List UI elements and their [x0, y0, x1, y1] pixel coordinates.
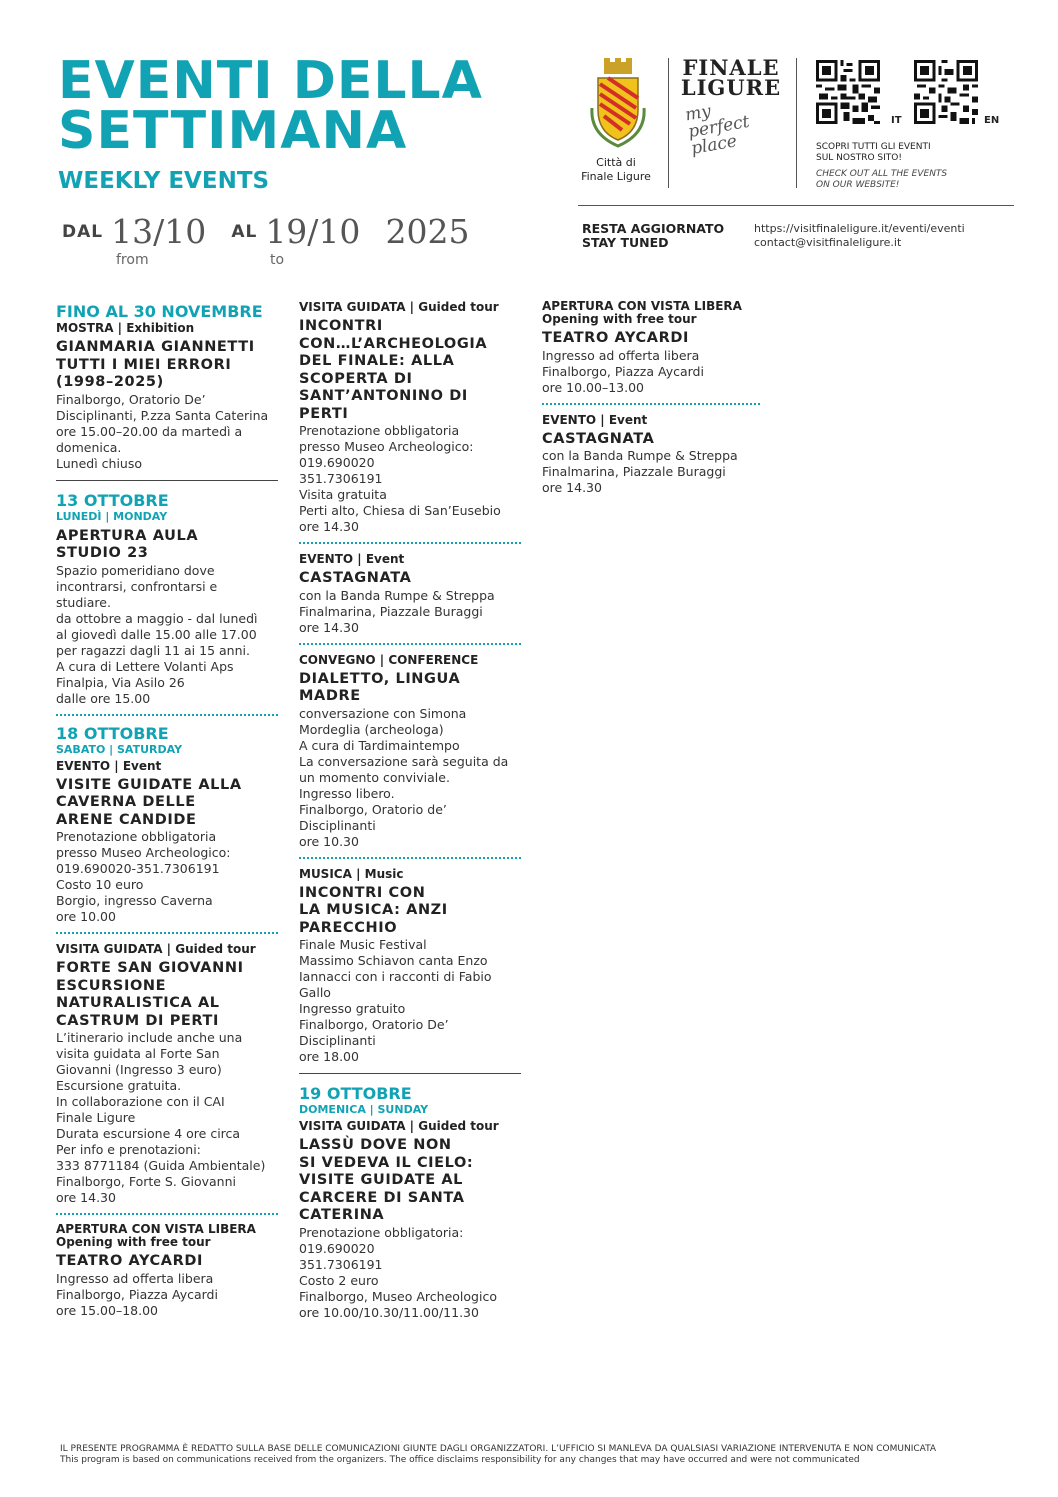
dal-label: DAL [62, 222, 104, 242]
event-category: CONVEGNO | CONFERENCE [299, 652, 479, 667]
brand-line1: FINALE [682, 55, 780, 80]
date-to: 19/10 [265, 212, 361, 251]
event-details: Prenotazione obbligatoria presso Museo Archeologico: 019.690020-351.7306191 Costo 10 euro Borgio, ingresso Caverna ore 10.00 [56, 829, 231, 924]
event-title: CASTAGNATA [299, 570, 412, 586]
event-details: con la Banda Rumpe & Streppa Finalmarina, Piazzale Buraggi ore 14.30 [542, 448, 738, 495]
event-details: Prenotazione obbligatoria presso Museo Archeologico: 019.690020 351.7306191 Visita gratuita Perti alto, Chiesa di San’Eusebio ore 14.30 [299, 423, 501, 534]
event-title: FORTE SAN GIOVANNI ESCURSIONE NATURALISTICA AL CASTRUM DI PERTI [56, 960, 244, 1029]
event-weekday: DOMENICA | SUNDAY [299, 1103, 429, 1116]
page-title: EVENTI DELLA SETTIMANA [58, 51, 483, 161]
event-category: MUSICA | Music [299, 866, 404, 881]
event-category: VISITA GUIDATA | Guided tour [299, 300, 499, 314]
crest-caption: Città di Finale Ligure [581, 156, 651, 183]
event-details: con la Banda Rumpe & Streppa Finalmarina, Piazzale Buraggi ore 14.30 [299, 587, 495, 635]
event-details: Finale Music Festival Massimo Schiavon canta Enzo Iannacci con i racconti di Fabio Gallo Ingresso gratuito Finalborgo, Oratorio De’ Disciplinanti ore 18.00 [299, 937, 492, 1064]
divider [299, 857, 521, 859]
brand-script: my perfect place [683, 101, 751, 159]
divider [796, 58, 797, 188]
event-date: 19 OTTOBRE [299, 1084, 412, 1103]
event-details: Finalborgo, Oratorio De’ Disciplinanti, P.zza Santa Caterina ore 15.00–20.00 da martedì a domenica. Lunedì chiuso [56, 391, 269, 471]
scopri-text: SCOPRI TUTTI GLI EVENTI SUL NOSTRO SITO! [816, 142, 931, 163]
event-title: TEATRO AYCARDI [542, 330, 689, 346]
event-category: EVENTO | Event [542, 412, 648, 427]
divider [56, 480, 278, 481]
event-category: MOSTRA | Exhibition [56, 321, 195, 335]
column-1 [56, 300, 278, 1319]
event-title: INCONTRI CON LA MUSICA: ANZI PARECCHIO [299, 884, 448, 936]
column-3 [542, 300, 772, 496]
event-title: DIALETTO, LINGUA MADRE [299, 670, 461, 704]
checkout-text: CHECK OUT ALL THE EVENTS ON OUR WEBSITE! [816, 169, 948, 190]
divider [299, 643, 521, 645]
qr-code-it[interactable] [816, 60, 880, 124]
event-date: 13 OTTOBRE [56, 490, 169, 510]
event-details: Ingresso ad offerta libera Finalborgo, Piazza Aycardi ore 10.00–13.00 [542, 347, 704, 395]
divider [56, 714, 278, 716]
event-title: APERTURA AULA STUDIO 23 [56, 527, 199, 561]
year: 2025 [385, 212, 470, 251]
event-details: L’itinerario include anche una visita guidata al Forte San Giovanni (Ingresso 3 euro) Escursione gratuita. In collaborazione con il CAI Finale Ligure Durata escursione 4 ore circa Per info e prenotazioni: 333 8771184 (Guida Ambientale) Finalborgo, Forte S. Giovanni ore 14.30 [56, 1030, 266, 1205]
divider [668, 58, 669, 188]
divider [56, 932, 278, 934]
to-label: to [270, 252, 285, 268]
event-date: 18 OTTOBRE [56, 723, 169, 743]
event-details: conversazione con Simona Mordeglia (archeologa) A cura di Tardimaintempo La conversazione sarà seguita da un momento conviviale. Ingresso libero. Finalborgo, Oratorio de’ Disciplinanti ore 10.30 [299, 705, 509, 849]
qr-en-label: EN [984, 115, 1000, 126]
divider [56, 1213, 278, 1215]
event-category: APERTURA CON VISTA LIBERA Opening with free tour [542, 299, 742, 326]
event-category: EVENTO | Event [56, 758, 162, 773]
page-subtitle: WEEKLY EVENTS [58, 168, 270, 194]
event-title: CASTAGNATA [542, 430, 655, 447]
event-details: Ingresso ad offerta libera Finalborgo, Piazza Aycardi ore 15.00–18.00 [56, 1270, 218, 1318]
event-title: TEATRO AYCARDI [56, 1253, 203, 1269]
event-category: VISITA GUIDATA | Guided tour [56, 942, 256, 956]
brand-logo [676, 55, 786, 100]
divider [299, 542, 521, 544]
divider [299, 1073, 521, 1074]
event-weekday: LUNEDÌ | MONDAY [56, 509, 168, 523]
brand-line2: LIGURE [680, 75, 782, 100]
disclaimer [60, 1444, 936, 1466]
coat-of-arms-icon [586, 58, 650, 150]
event-date: FINO AL 30 NOVEMBRE [56, 302, 263, 321]
event-title: GIANMARIA GIANNETTI TUTTI I MIEI ERRORI (1998–2025) [56, 339, 255, 390]
event-category: EVENTO | Event [299, 552, 405, 566]
al-label: AL [231, 222, 258, 242]
qr-code-en[interactable] [914, 60, 978, 124]
event-title: LASSÙ DOVE NON SI VEDEVA IL CIELO: VISITE GUIDATE AL CARCERE DI SANTA CATERINA [299, 1137, 474, 1223]
event-details: Spazio pomeridiano dove incontrarsi, confrontarsi e studiare. da ottobre a maggio - dal lunedì al giovedì dalle 15.00 alle 17.00 per ragazzi dagli 11 ai 15 anni. A cura di Lettere Volanti Aps Finalpia, Via Asilo 26 dalle ore 15.00 [56, 562, 258, 706]
disclaimer-it: IL PRESENTE PROGRAMMA È REDATTO SULLA BASE DELLE COMUNICAZIONI GIUNTE DAGLI ORGANIZZATORI. L’UFFICIO SI MANLEVA DA QUALSIASI VARIAZIONE INTERVENUTA E NON COMUNICATA [60, 1444, 937, 1454]
event-title: VISITE GUIDATE ALLA CAVERNA DELLE ARENE CANDIDE [56, 776, 242, 828]
divider [542, 403, 760, 405]
event-details: Prenotazione obbligatoria: 019.690020 351.7306191 Costo 2 euro Finalborgo, Museo Archeologico ore 10.00/10.30/11.00/11.30 [299, 1224, 497, 1320]
stay-tuned: RESTA AGGIORNATO STAY TUNED [582, 221, 725, 250]
date-range [62, 212, 490, 251]
event-category: APERTURA CON VISTA LIBERA Opening with free tour [56, 1222, 256, 1249]
column-2 [299, 300, 521, 1321]
event-weekday: SABATO | SATURDAY [56, 742, 183, 756]
qr-it-label: IT [891, 115, 902, 126]
divider [578, 205, 1014, 206]
date-from: 13/10 [111, 212, 207, 251]
event-category: VISITA GUIDATA | Guided tour [299, 1119, 499, 1133]
from-label: from [116, 252, 149, 268]
contact-links[interactable]: https://visitfinaleligure.it/eventi/eventi contact@visitfinaleligure.it [754, 222, 965, 249]
disclaimer-en: This program is based on communications received from the organizers. The office disclaims responsibility for any changes that may have occurred and were not communicated [60, 1455, 860, 1465]
event-title: INCONTRI CON…L’ARCHEOLOGIA DEL FINALE: ALLA SCOPERTA DI SANT’ANTONINO DI PERTI [299, 318, 488, 422]
